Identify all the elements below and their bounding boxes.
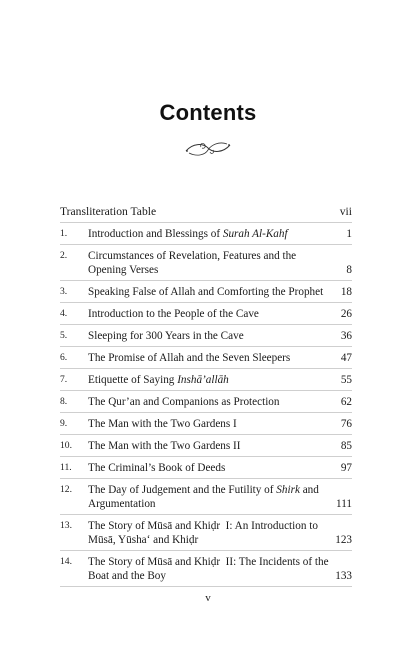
flourish-ornament-icon	[183, 137, 233, 159]
toc-entry-number: 1.	[60, 228, 68, 239]
toc-entry-page: 55	[340, 374, 352, 386]
toc-entry[interactable]	[60, 391, 352, 413]
toc-entry-title: The Criminal’s Book of Deeds	[88, 462, 226, 474]
toc-entry-title: The Story of Mūsā and Khiḍr II: The Incidents of the Boat and the Boy	[88, 556, 329, 582]
toc-entry-title: The Day of Judgement and the Futility of Shirk and Argumentation	[88, 484, 319, 510]
toc-entry-page: 85	[340, 440, 352, 452]
toc-entry-number: 13.	[60, 520, 72, 531]
toc-entry-title: The Qur’an and Companions as Protection	[88, 396, 280, 408]
toc-entry[interactable]	[60, 457, 352, 479]
toc-entry-title: Introduction to the People of the Cave	[88, 308, 259, 320]
toc-entry[interactable]	[60, 347, 352, 369]
toc-transliteration-row[interactable]	[60, 205, 352, 219]
toc-entry-title: The Story of Mūsā and Khiḍr I: An Introduction to Mūsā, Yūsha‘ and Khiḍr	[88, 520, 318, 546]
toc-entry-page: 47	[340, 352, 352, 364]
toc-entry-number: 7.	[60, 374, 68, 385]
toc-entry-page: 123	[335, 534, 352, 546]
toc-entry-number: 4.	[60, 308, 68, 319]
toc-entry[interactable]	[60, 413, 352, 435]
toc-transliteration-page: vii	[339, 205, 352, 218]
toc-entry-number: 6.	[60, 352, 68, 363]
toc-entry[interactable]	[60, 551, 352, 587]
toc-entry-title: Speaking False of Allah and Comforting the Prophet	[88, 286, 324, 298]
toc-entry[interactable]	[60, 303, 352, 325]
toc-entry-title: The Man with the Two Gardens II	[88, 440, 241, 452]
toc-entry-page: 26	[340, 308, 352, 320]
toc-entry[interactable]	[60, 222, 352, 245]
toc-entry-page: 97	[340, 462, 352, 474]
page-title: Contents	[159, 100, 257, 125]
table-of-contents	[60, 205, 352, 587]
toc-entry-title: The Man with the Two Gardens I	[88, 418, 237, 430]
toc-entry-title: Etiquette of Saying Inshā’allāh	[88, 374, 229, 386]
toc-entry-page: 36	[340, 330, 352, 342]
toc-entry[interactable]	[60, 369, 352, 391]
toc-entry-number: 2.	[60, 250, 68, 261]
toc-entry-number: 3.	[60, 286, 68, 297]
toc-entry-title: The Promise of Allah and the Seven Sleepers	[88, 352, 291, 364]
toc-entry-number: 10.	[60, 440, 72, 451]
toc-entry-number: 9.	[60, 418, 68, 429]
toc-entry-number: 12.	[60, 484, 72, 495]
toc-entry-page: 62	[340, 396, 352, 408]
toc-entry-number: 11.	[60, 462, 72, 473]
toc-entry-page: 111	[336, 498, 352, 510]
toc-entry[interactable]	[60, 325, 352, 347]
toc-entry[interactable]	[60, 281, 352, 303]
toc-entry-title: Sleeping for 300 Years in the Cave	[88, 330, 244, 342]
page-folio: v	[205, 592, 211, 604]
toc-entry-title: Circumstances of Revelation, Features and the Opening Verses	[88, 250, 297, 276]
toc-entry-number: 14.	[60, 556, 72, 567]
toc-entry-number: 8.	[60, 396, 68, 407]
toc-entry-title: Introduction and Blessings of Surah Al-Kahf	[88, 228, 288, 240]
toc-entry-page: 1	[346, 228, 352, 240]
toc-transliteration-title: Transliteration Table	[60, 205, 157, 218]
toc-entry-page: 8	[346, 264, 352, 276]
toc-entry[interactable]	[60, 479, 352, 515]
toc-entry-number: 5.	[60, 330, 68, 341]
toc-entry-page: 133	[335, 570, 352, 582]
toc-entry-page: 76	[340, 418, 352, 430]
toc-entry[interactable]	[60, 515, 352, 551]
toc-entry-page: 18	[340, 286, 352, 298]
toc-entry[interactable]	[60, 435, 352, 457]
toc-entries	[60, 222, 352, 587]
toc-entry[interactable]	[60, 245, 352, 281]
